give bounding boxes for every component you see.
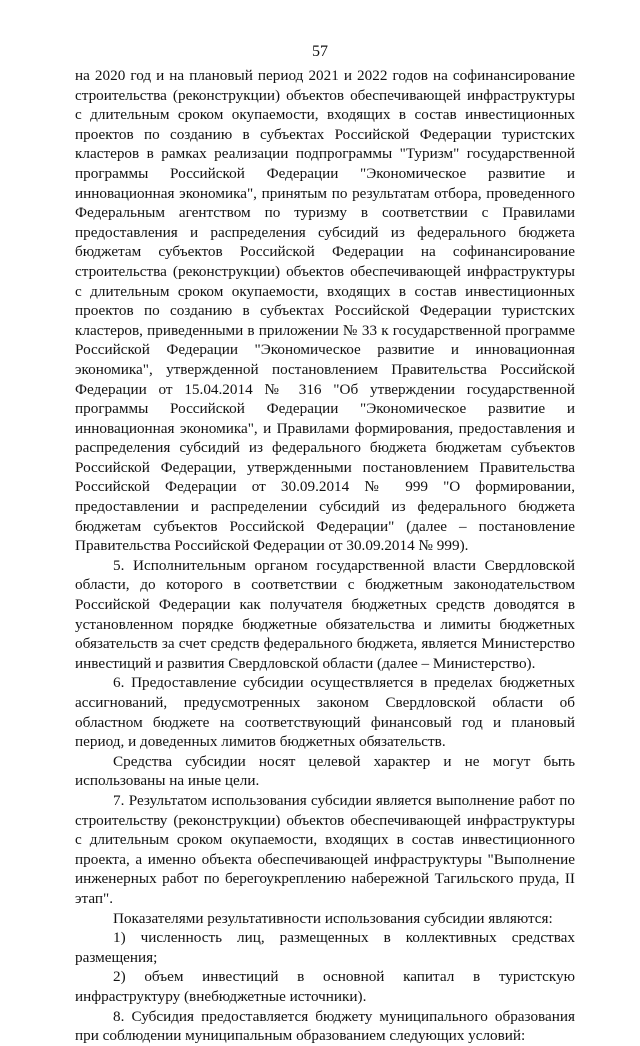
document-body [75, 66, 575, 1046]
paragraph-5-executive-body: 5. Исполнительным органом государственной власти Свердловской области, до которого в соответствии с бюджетным законодательством Российской Федерации как получателя бюджетных средств доводятся в установленном порядке бюджетные обязательства и лимиты бюджетных обязательств за счет средств федерального бюджета, является Министерство инвестиций и развития Свердловской области (далее – Министерство). [75, 556, 575, 672]
paragraph-indicators-intro: Показателями результативности использования субсидии являются: [113, 909, 553, 927]
page-number: 57 [312, 43, 328, 60]
paragraph-continuation: на 2020 год и на плановый период 2021 и 2022 годов на софинансирование строительства (реконструкции) объектов обеспечивающей инфраструктуры с длительным сроком окупаемости, входящих в состав инвестиционных проектов по созданию в субъектах Российской Федерации туристских кластеров в рамках реализации подпрограммы "Туризм" государственной программы Российской Федерации "Экономическое развитие и инновационная экономика", принятым по результатам отбора, проведенного Федеральным агентством по туризму в соответствии с Правилами предоставления и распределения субсидий из федерального бюджета бюджетам субъектов Российской Федерации на софинансирование строительства (реконструкции) объектов обеспечивающей инфраструктуры с длительным сроком окупаемости, входящих в состав инвестиционных проектов по созданию в субъектах Российской Федерации туристских кластеров, приведенными в приложении № 33 к государственной программе Российской Федерации "Экономическое развитие и инновационная экономика", утвержденной постановлением Правительства Российской Федерации от 15.04.2014 № 316 "Об утверждении государственной программы Российской Федерации "Экономическое развитие и инновационная экономика", и Правилами формирования, предоставления и распределения субсидий из федерального бюджета бюджетам субъектов Российской Федерации, утвержденными постановлением Правительства Российской Федерации от 30.09.2014 № 999 "О формировании, предоставлении и распределении субсидий из федерального бюджета бюджетам субъектов Российской Федерации" (далее – постановление Правительства Российской Федерации от 30.09.2014 № 999). [75, 67, 575, 555]
paragraph-6-subsidy-provision: 6. Предоставление субсидии осуществляется в пределах бюджетных ассигнований, предусмотренных законом Свердловской области об областном бюджете на соответствующий финансовый год и плановый период, и доведенных лимитов бюджетных обязательств. [75, 674, 575, 751]
paragraph-7-result: 7. Результатом использования субсидии является выполнение работ по строительству (реконструкции) объектов обеспечивающей инфраструктуры с длительным сроком окупаемости, входящих в состав инвестиционного проекта, а именно объекта обеспечивающей инфраструктуры "Выполнение инженерных работ по берегоукреплению набережной Тагильского пруда, II этап". [75, 791, 575, 907]
indicator-item-1: 1) численность лиц, размещенных в коллективных средствах размещения; [75, 929, 575, 966]
indicator-item-2: 2) объем инвестиций в основной капитал в туристскую инфраструктуру (внебюджетные источники). [75, 968, 575, 1005]
paragraph-targeted-use: Средства субсидии носят целевой характер и не могут быть использованы на иные цели. [75, 752, 575, 790]
paragraph-8-conditions: 8. Субсидия предоставляется бюджету муниципального образования при соблюдении муниципальным образованием следующих условий: [75, 1007, 575, 1045]
